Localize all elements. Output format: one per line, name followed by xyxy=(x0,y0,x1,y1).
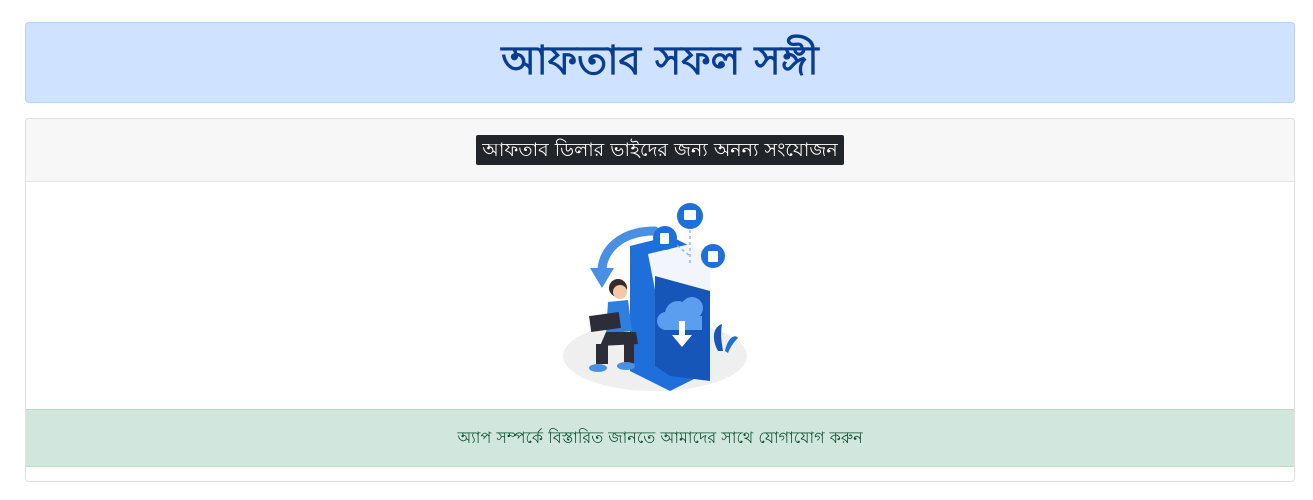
main-card xyxy=(25,118,1295,482)
cloud-upload-illustration-icon xyxy=(560,196,760,396)
card-subtitle: আফতাব ডিলার ভাইদের জন্য অনন্য সংযোজন xyxy=(476,135,843,165)
contact-alert xyxy=(26,409,1294,467)
card-header xyxy=(26,119,1294,182)
card-body xyxy=(26,182,1294,409)
app-header xyxy=(25,22,1295,103)
contact-message: অ্যাপ সম্পর্কে বিস্তারিত জানতে আমাদের সাথে যোগাযোগ করুন xyxy=(457,427,863,447)
app-title: আফতাব সফল সঙ্গী xyxy=(501,38,819,84)
